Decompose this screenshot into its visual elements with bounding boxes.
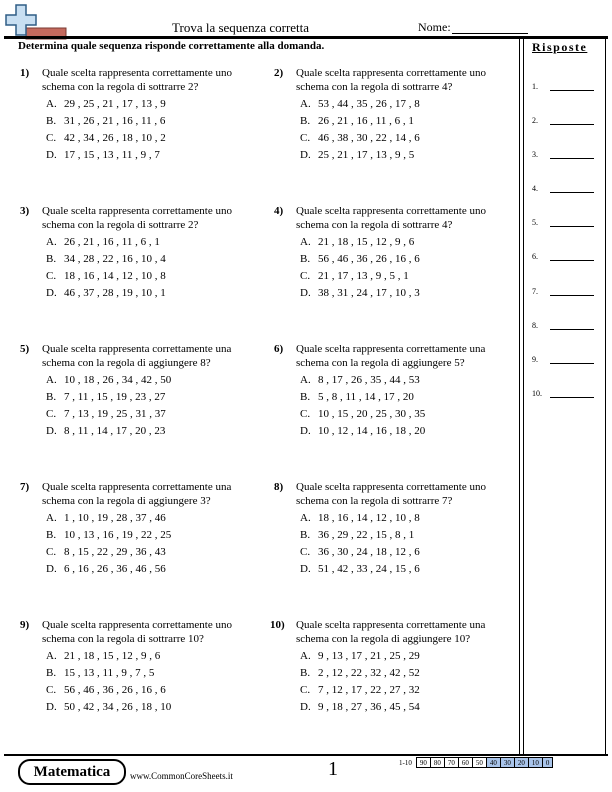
option-sequence: 26 , 21 , 16 , 11 , 6 , 1: [64, 236, 160, 248]
answer-option[interactable]: [300, 562, 520, 576]
answer-number: 1.: [532, 82, 538, 91]
page-number: 1: [328, 758, 338, 780]
subject-badge: Matematica: [18, 759, 126, 785]
option-sequence: 56 , 46 , 36 , 26 , 16 , 6: [64, 684, 166, 696]
answer-option[interactable]: [46, 131, 266, 145]
option-letter: B.: [46, 115, 57, 127]
option-sequence: 18 , 16 , 14 , 12 , 10 , 8: [318, 512, 420, 524]
answer-blank[interactable]: [550, 295, 594, 296]
answer-option[interactable]: [300, 286, 520, 300]
option-sequence: 15 , 13 , 11 , 9 , 7 , 5: [64, 667, 155, 679]
answer-option[interactable]: [46, 666, 266, 680]
option-sequence: 10 , 18 , 26 , 34 , 42 , 50: [64, 374, 172, 386]
question-number: 5): [20, 343, 30, 355]
option-sequence: 29 , 25 , 21 , 17 , 13 , 9: [64, 98, 166, 110]
option-sequence: 36 , 29 , 22 , 15 , 8 , 1: [318, 529, 415, 541]
option-letter: B.: [300, 529, 311, 541]
option-letter: D.: [300, 563, 311, 575]
answer-option[interactable]: [46, 252, 266, 266]
answer-number: 7.: [532, 287, 538, 296]
answer-option[interactable]: [300, 390, 520, 404]
score-cell: 30: [500, 758, 514, 768]
answer-option[interactable]: [300, 528, 520, 542]
option-sequence: 50 , 42 , 34 , 26 , 18 , 10: [64, 701, 172, 713]
option-sequence: 10 , 15 , 20 , 25 , 30 , 35: [318, 408, 426, 420]
option-sequence: 46 , 37 , 28 , 19 , 10 , 1: [64, 287, 166, 299]
score-cell: 70: [444, 758, 458, 768]
answer-option[interactable]: [46, 269, 266, 283]
option-letter: D.: [46, 701, 57, 713]
answer-option[interactable]: [300, 683, 520, 697]
option-sequence: 25 , 21 , 17 , 13 , 9 , 5: [318, 149, 415, 161]
option-letter: A.: [46, 650, 57, 662]
answer-option[interactable]: [46, 511, 266, 525]
answer-number: 4.: [532, 184, 538, 193]
answer-option[interactable]: [300, 114, 520, 128]
option-letter: B.: [300, 253, 311, 265]
answer-option[interactable]: [300, 252, 520, 266]
score-cell: 10: [528, 758, 542, 768]
answer-number: 2.: [532, 116, 538, 125]
answer-option[interactable]: [300, 131, 520, 145]
option-letter: B.: [46, 253, 57, 265]
answer-option[interactable]: [300, 649, 520, 663]
answer-blank[interactable]: [550, 260, 594, 261]
answer-option[interactable]: [46, 700, 266, 714]
option-letter: A.: [46, 374, 57, 386]
instructions: Determina quale sequenza risponde correttamente alla domanda.: [18, 40, 325, 52]
question-number: 3): [20, 205, 30, 217]
question-number: 2): [274, 67, 284, 79]
score-cell: 0: [542, 758, 553, 768]
score-label: 1-10: [399, 758, 412, 767]
answer-blank[interactable]: [550, 90, 594, 91]
question-number: 7): [20, 481, 30, 493]
score-table: [396, 757, 553, 768]
option-letter: C.: [300, 684, 311, 696]
question-text: Quale scelta rappresenta correttamente uno schema con la regola di sottrarre 4?: [296, 67, 486, 93]
option-letter: D.: [300, 149, 311, 161]
name-label: Nome:: [418, 20, 451, 34]
option-sequence: 7 , 13 , 19 , 25 , 31 , 37: [64, 408, 166, 420]
option-sequence: 38 , 31 , 24 , 17 , 10 , 3: [318, 287, 420, 299]
option-sequence: 21 , 18 , 15 , 12 , 9 , 6: [318, 236, 415, 248]
answer-option[interactable]: [46, 407, 266, 421]
option-letter: A.: [300, 98, 311, 110]
answer-blank[interactable]: [550, 192, 594, 193]
option-sequence: 36 , 30 , 24 , 18 , 12 , 6: [318, 546, 420, 558]
header-rule: [4, 36, 608, 39]
answer-blank[interactable]: [550, 329, 594, 330]
option-letter: A.: [300, 236, 311, 248]
option-sequence: 8 , 15 , 22 , 29 , 36 , 43: [64, 546, 166, 558]
answer-blank[interactable]: [550, 363, 594, 364]
plus-logo-icon: [4, 4, 68, 40]
footer-rule: [4, 754, 608, 756]
option-letter: A.: [300, 650, 311, 662]
option-letter: A.: [46, 512, 57, 524]
answer-option[interactable]: [300, 511, 520, 525]
option-sequence: 9 , 18 , 27 , 36 , 45 , 54: [318, 701, 420, 713]
answer-number: 6.: [532, 252, 538, 261]
option-sequence: 17 , 15 , 13 , 11 , 9 , 7: [64, 149, 160, 161]
answer-option[interactable]: [300, 545, 520, 559]
option-sequence: 21 , 18 , 15 , 12 , 9 , 6: [64, 650, 161, 662]
option-sequence: 5 , 8 , 11 , 14 , 17 , 20: [318, 391, 414, 403]
answer-option[interactable]: [300, 269, 520, 283]
answer-option[interactable]: [300, 407, 520, 421]
question-text: Quale scelta rappresenta correttamente una schema con la regola di aggiungere 8?: [42, 343, 232, 369]
option-sequence: 51 , 42 , 33 , 24 , 15 , 6: [318, 563, 420, 575]
question-number: 6): [274, 343, 284, 355]
option-sequence: 6 , 16 , 26 , 36 , 46 , 56: [64, 563, 166, 575]
answer-option[interactable]: [46, 148, 266, 162]
option-letter: C.: [46, 408, 57, 420]
option-letter: B.: [46, 667, 57, 679]
option-letter: D.: [46, 563, 57, 575]
score-cell: 40: [486, 758, 500, 768]
score-cell: 50: [472, 758, 486, 768]
option-letter: B.: [46, 391, 57, 403]
question-text: Quale scelta rappresenta correttamente uno schema con la regola di sottrarre 10?: [42, 619, 232, 645]
question-text: Quale scelta rappresenta correttamente una schema con la regola di aggiungere 5?: [296, 343, 486, 369]
option-sequence: 56 , 46 , 36 , 26 , 16 , 6: [318, 253, 420, 265]
option-sequence: 7 , 11 , 15 , 19 , 23 , 27: [64, 391, 166, 403]
answer-option[interactable]: [300, 235, 520, 249]
score-cell: 90: [416, 758, 430, 768]
answers-heading: Risposte: [532, 40, 588, 54]
option-letter: A.: [300, 374, 311, 386]
score-cell: 80: [430, 758, 444, 768]
question-number: 8): [274, 481, 284, 493]
answer-blank[interactable]: [550, 397, 594, 398]
option-sequence: 46 , 38 , 30 , 22 , 14 , 6: [318, 132, 420, 144]
answer-option[interactable]: [300, 97, 520, 111]
option-letter: C.: [46, 684, 57, 696]
option-letter: C.: [300, 408, 311, 420]
option-letter: A.: [46, 236, 57, 248]
answer-option[interactable]: [46, 286, 266, 300]
answer-option[interactable]: [46, 235, 266, 249]
question-text: Quale scelta rappresenta correttamente uno schema con la regola di sottrarre 7?: [296, 481, 486, 507]
option-sequence: 8 , 17 , 26 , 35 , 44 , 53: [318, 374, 420, 386]
answer-number: 10.: [532, 389, 542, 398]
question-text: Quale scelta rappresenta correttamente una schema con la regola di aggiungere 3?: [42, 481, 232, 507]
option-letter: D.: [300, 287, 311, 299]
question-number: 10): [270, 619, 285, 631]
answer-option[interactable]: [46, 373, 266, 387]
question-text: Quale scelta rappresenta correttamente uno schema con la regola di sottrarre 4?: [296, 205, 486, 231]
option-sequence: 53 , 44 , 35 , 26 , 17 , 8: [318, 98, 420, 110]
score-cell: 20: [514, 758, 528, 768]
column-divider: [523, 36, 524, 754]
option-sequence: 31 , 26 , 21 , 16 , 11 , 6: [64, 115, 166, 127]
answer-number: 9.: [532, 355, 538, 364]
site-url: www.CommonCoreSheets.it: [130, 771, 233, 781]
answer-blank[interactable]: [550, 226, 594, 227]
answer-blank[interactable]: [550, 124, 594, 125]
answer-option[interactable]: [300, 424, 520, 438]
answer-option[interactable]: [300, 373, 520, 387]
option-letter: C.: [300, 132, 311, 144]
option-letter: D.: [300, 425, 311, 437]
answer-option[interactable]: [46, 390, 266, 404]
option-letter: D.: [46, 287, 57, 299]
option-sequence: 9 , 13 , 17 , 21 , 25 , 29: [318, 650, 420, 662]
answer-number: 5.: [532, 218, 538, 227]
question-number: 1): [20, 67, 30, 79]
answer-option[interactable]: [46, 649, 266, 663]
answer-option[interactable]: [300, 148, 520, 162]
option-letter: B.: [300, 115, 311, 127]
option-sequence: 2 , 12 , 22 , 32 , 42 , 52: [318, 667, 420, 679]
answer-option[interactable]: [46, 424, 266, 438]
option-letter: C.: [46, 270, 57, 282]
name-field[interactable]: [452, 33, 528, 34]
option-sequence: 42 , 34 , 26 , 18 , 10 , 2: [64, 132, 166, 144]
answer-option[interactable]: [46, 97, 266, 111]
answer-option[interactable]: [46, 528, 266, 542]
option-sequence: 1 , 10 , 19 , 28 , 37 , 46: [64, 512, 166, 524]
answer-option[interactable]: [46, 545, 266, 559]
option-letter: B.: [300, 391, 311, 403]
option-sequence: 8 , 11 , 14 , 17 , 20 , 23: [64, 425, 166, 437]
question-text: Quale scelta rappresenta correttamente una schema con la regola di aggiungere 10?: [296, 619, 486, 645]
question-number: 9): [20, 619, 30, 631]
option-sequence: 18 , 16 , 14 , 12 , 10 , 8: [64, 270, 166, 282]
answer-option[interactable]: [46, 683, 266, 697]
option-letter: C.: [300, 270, 311, 282]
option-letter: A.: [300, 512, 311, 524]
option-sequence: 10 , 13 , 16 , 19 , 22 , 25: [64, 529, 172, 541]
answer-number: 8.: [532, 321, 538, 330]
option-letter: C.: [46, 132, 57, 144]
option-letter: B.: [46, 529, 57, 541]
option-sequence: 10 , 12 , 14 , 16 , 18 , 20: [318, 425, 426, 437]
answer-option[interactable]: [300, 666, 520, 680]
option-letter: B.: [300, 667, 311, 679]
answer-option[interactable]: [46, 114, 266, 128]
option-letter: D.: [300, 701, 311, 713]
question-number: 4): [274, 205, 284, 217]
option-sequence: 7 , 12 , 17 , 22 , 27 , 32: [318, 684, 420, 696]
option-letter: A.: [46, 98, 57, 110]
option-sequence: 34 , 28 , 22 , 16 , 10 , 4: [64, 253, 166, 265]
page-title: Trova la sequenza corretta: [172, 20, 310, 35]
score-cell: 60: [458, 758, 472, 768]
question-text: Quale scelta rappresenta correttamente uno schema con la regola di sottrarre 2?: [42, 67, 232, 93]
question-text: Quale scelta rappresenta correttamente uno schema con la regola di sottrarre 2?: [42, 205, 232, 231]
option-letter: D.: [46, 149, 57, 161]
option-letter: C.: [300, 546, 311, 558]
page-border: [605, 36, 606, 754]
answer-option[interactable]: [300, 700, 520, 714]
option-sequence: 21 , 17 , 13 , 9 , 5 , 1: [318, 270, 409, 282]
option-letter: C.: [46, 546, 57, 558]
option-sequence: 26 , 21 , 16 , 11 , 6 , 1: [318, 115, 414, 127]
answer-number: 3.: [532, 150, 538, 159]
answer-option[interactable]: [46, 562, 266, 576]
answer-blank[interactable]: [550, 158, 594, 159]
option-letter: D.: [46, 425, 57, 437]
